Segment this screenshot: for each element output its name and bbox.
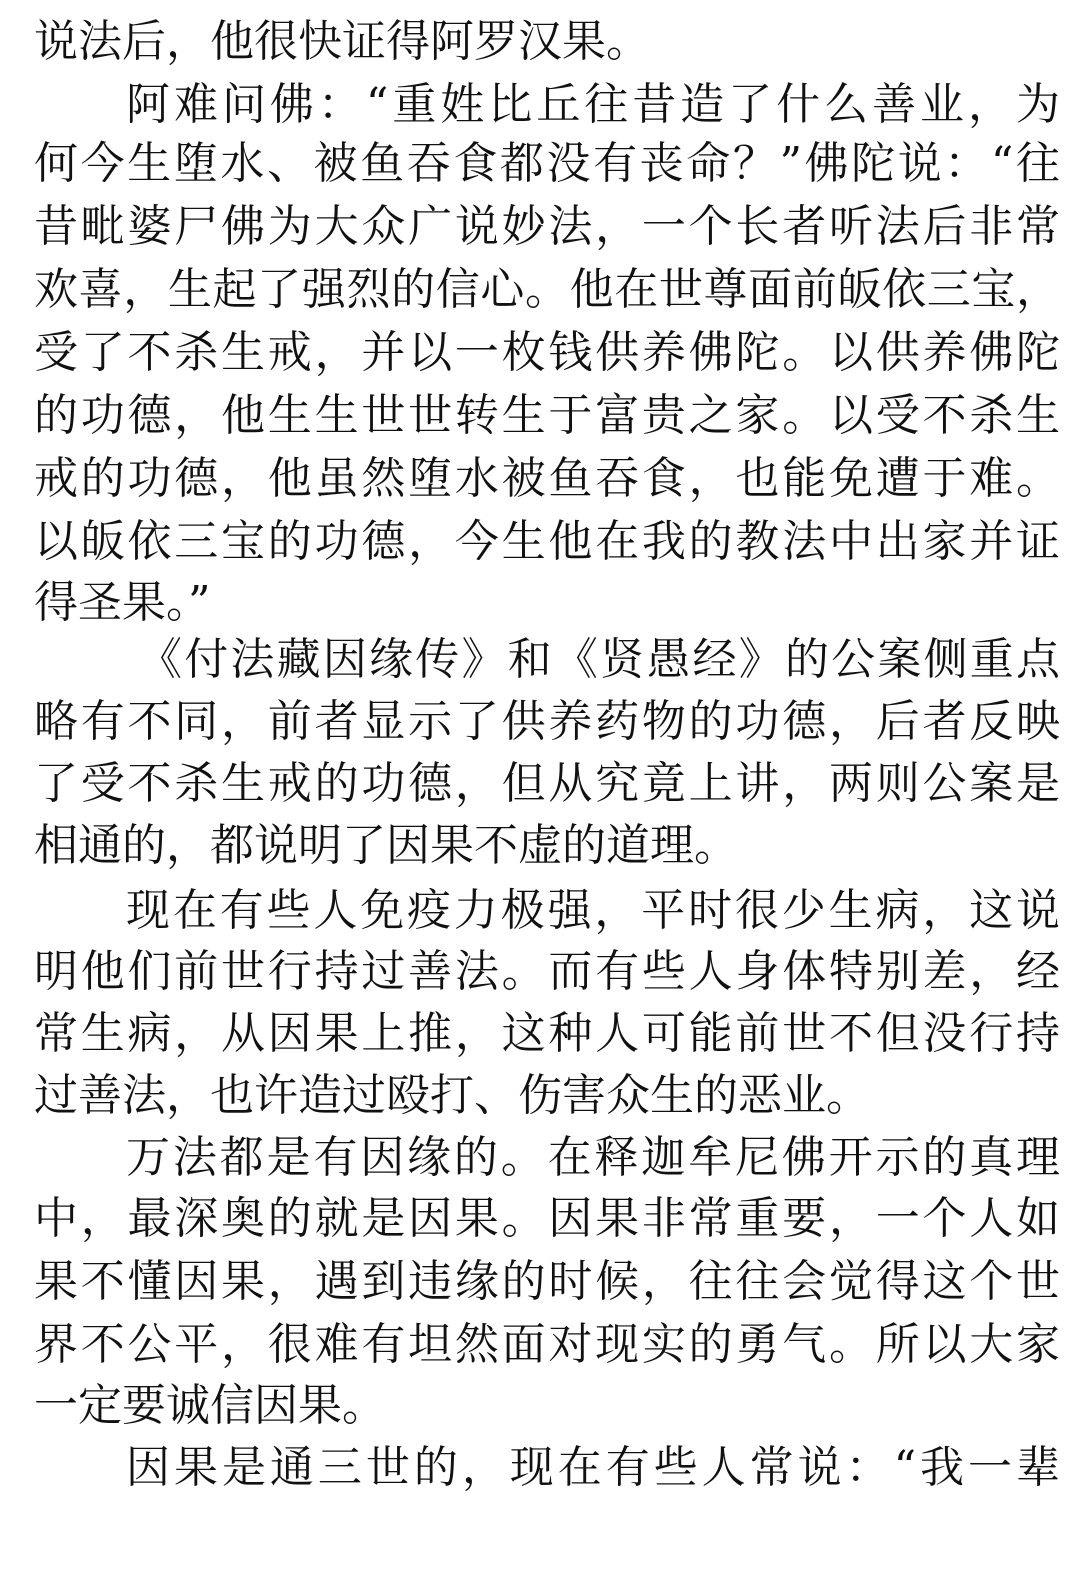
text-line: 略有不同，前者显示了供养药物的功德，后者反映 (34, 696, 1060, 747)
paragraph-start-line: 因果是通三世的，现在有些人常说：“我一辈 (126, 1442, 1060, 1493)
text-line: 了受不杀生戒的功德，但从究竟上讲，两则公案是 (34, 758, 1060, 809)
text-line: 以皈依三宝的功德，今生他在我的教法中出家并证 (34, 516, 1060, 567)
text-line: 过善法，也许造过殴打、伤害众生的恶业。 (34, 1070, 870, 1121)
text-line: 的功德，他生生世世转生于富贵之家。以受不杀生 (34, 390, 1060, 441)
paragraph-start-line: 《付法藏因缘传》和《贤愚经》的公案侧重点 (138, 634, 1060, 685)
text-line: 受了不杀生戒，并以一枚钱供养佛陀。以供养佛陀 (34, 327, 1060, 378)
text-line: 常生病，从因果上推，这种人可能前世不但没行持 (34, 1008, 1060, 1059)
paragraph-start-line: 万法都是有因缘的。在释迦牟尼佛开示的真理 (126, 1132, 1060, 1183)
text-line: 得圣果。” (34, 577, 211, 628)
text-line: 中，最深奥的就是因果。因果非常重要，一个人如 (34, 1193, 1060, 1244)
paragraph-start-line: 阿难问佛：“重姓比丘往昔造了什么善业，为 (126, 79, 1060, 130)
paragraph-start-line: 现在有些人免疫力极强，平时很少生病，这说 (126, 885, 1060, 936)
text-line: 一定要诚信因果。 (34, 1380, 386, 1431)
text-line: 相通的，都说明了因果不虚的道理。 (34, 820, 738, 871)
text-line: 昔毗婆尸佛为大众广说妙法，一个长者听法后非常 (34, 201, 1060, 252)
document-page (34, 0, 1060, 1575)
text-line: 果不懂因果，遇到违缘的时候，往往会觉得这个世 (34, 1256, 1060, 1307)
text-line: 明他们前世行持过善法。而有些人身体特别差，经 (34, 946, 1060, 997)
text-line: 说法后，他很快证得阿罗汉果。 (34, 16, 650, 67)
text-line: 戒的功德，他虽然堕水被鱼吞食，也能免遭于难。 (34, 453, 1060, 504)
text-line: 界不公平，很难有坦然面对现实的勇气。所以大家 (34, 1319, 1060, 1370)
text-line: 何今生堕水、被鱼吞食都没有丧命？”佛陀说：“往 (34, 138, 1060, 189)
text-line: 欢喜，生起了强烈的信心。他在世尊面前皈依三宝， (34, 264, 1060, 315)
